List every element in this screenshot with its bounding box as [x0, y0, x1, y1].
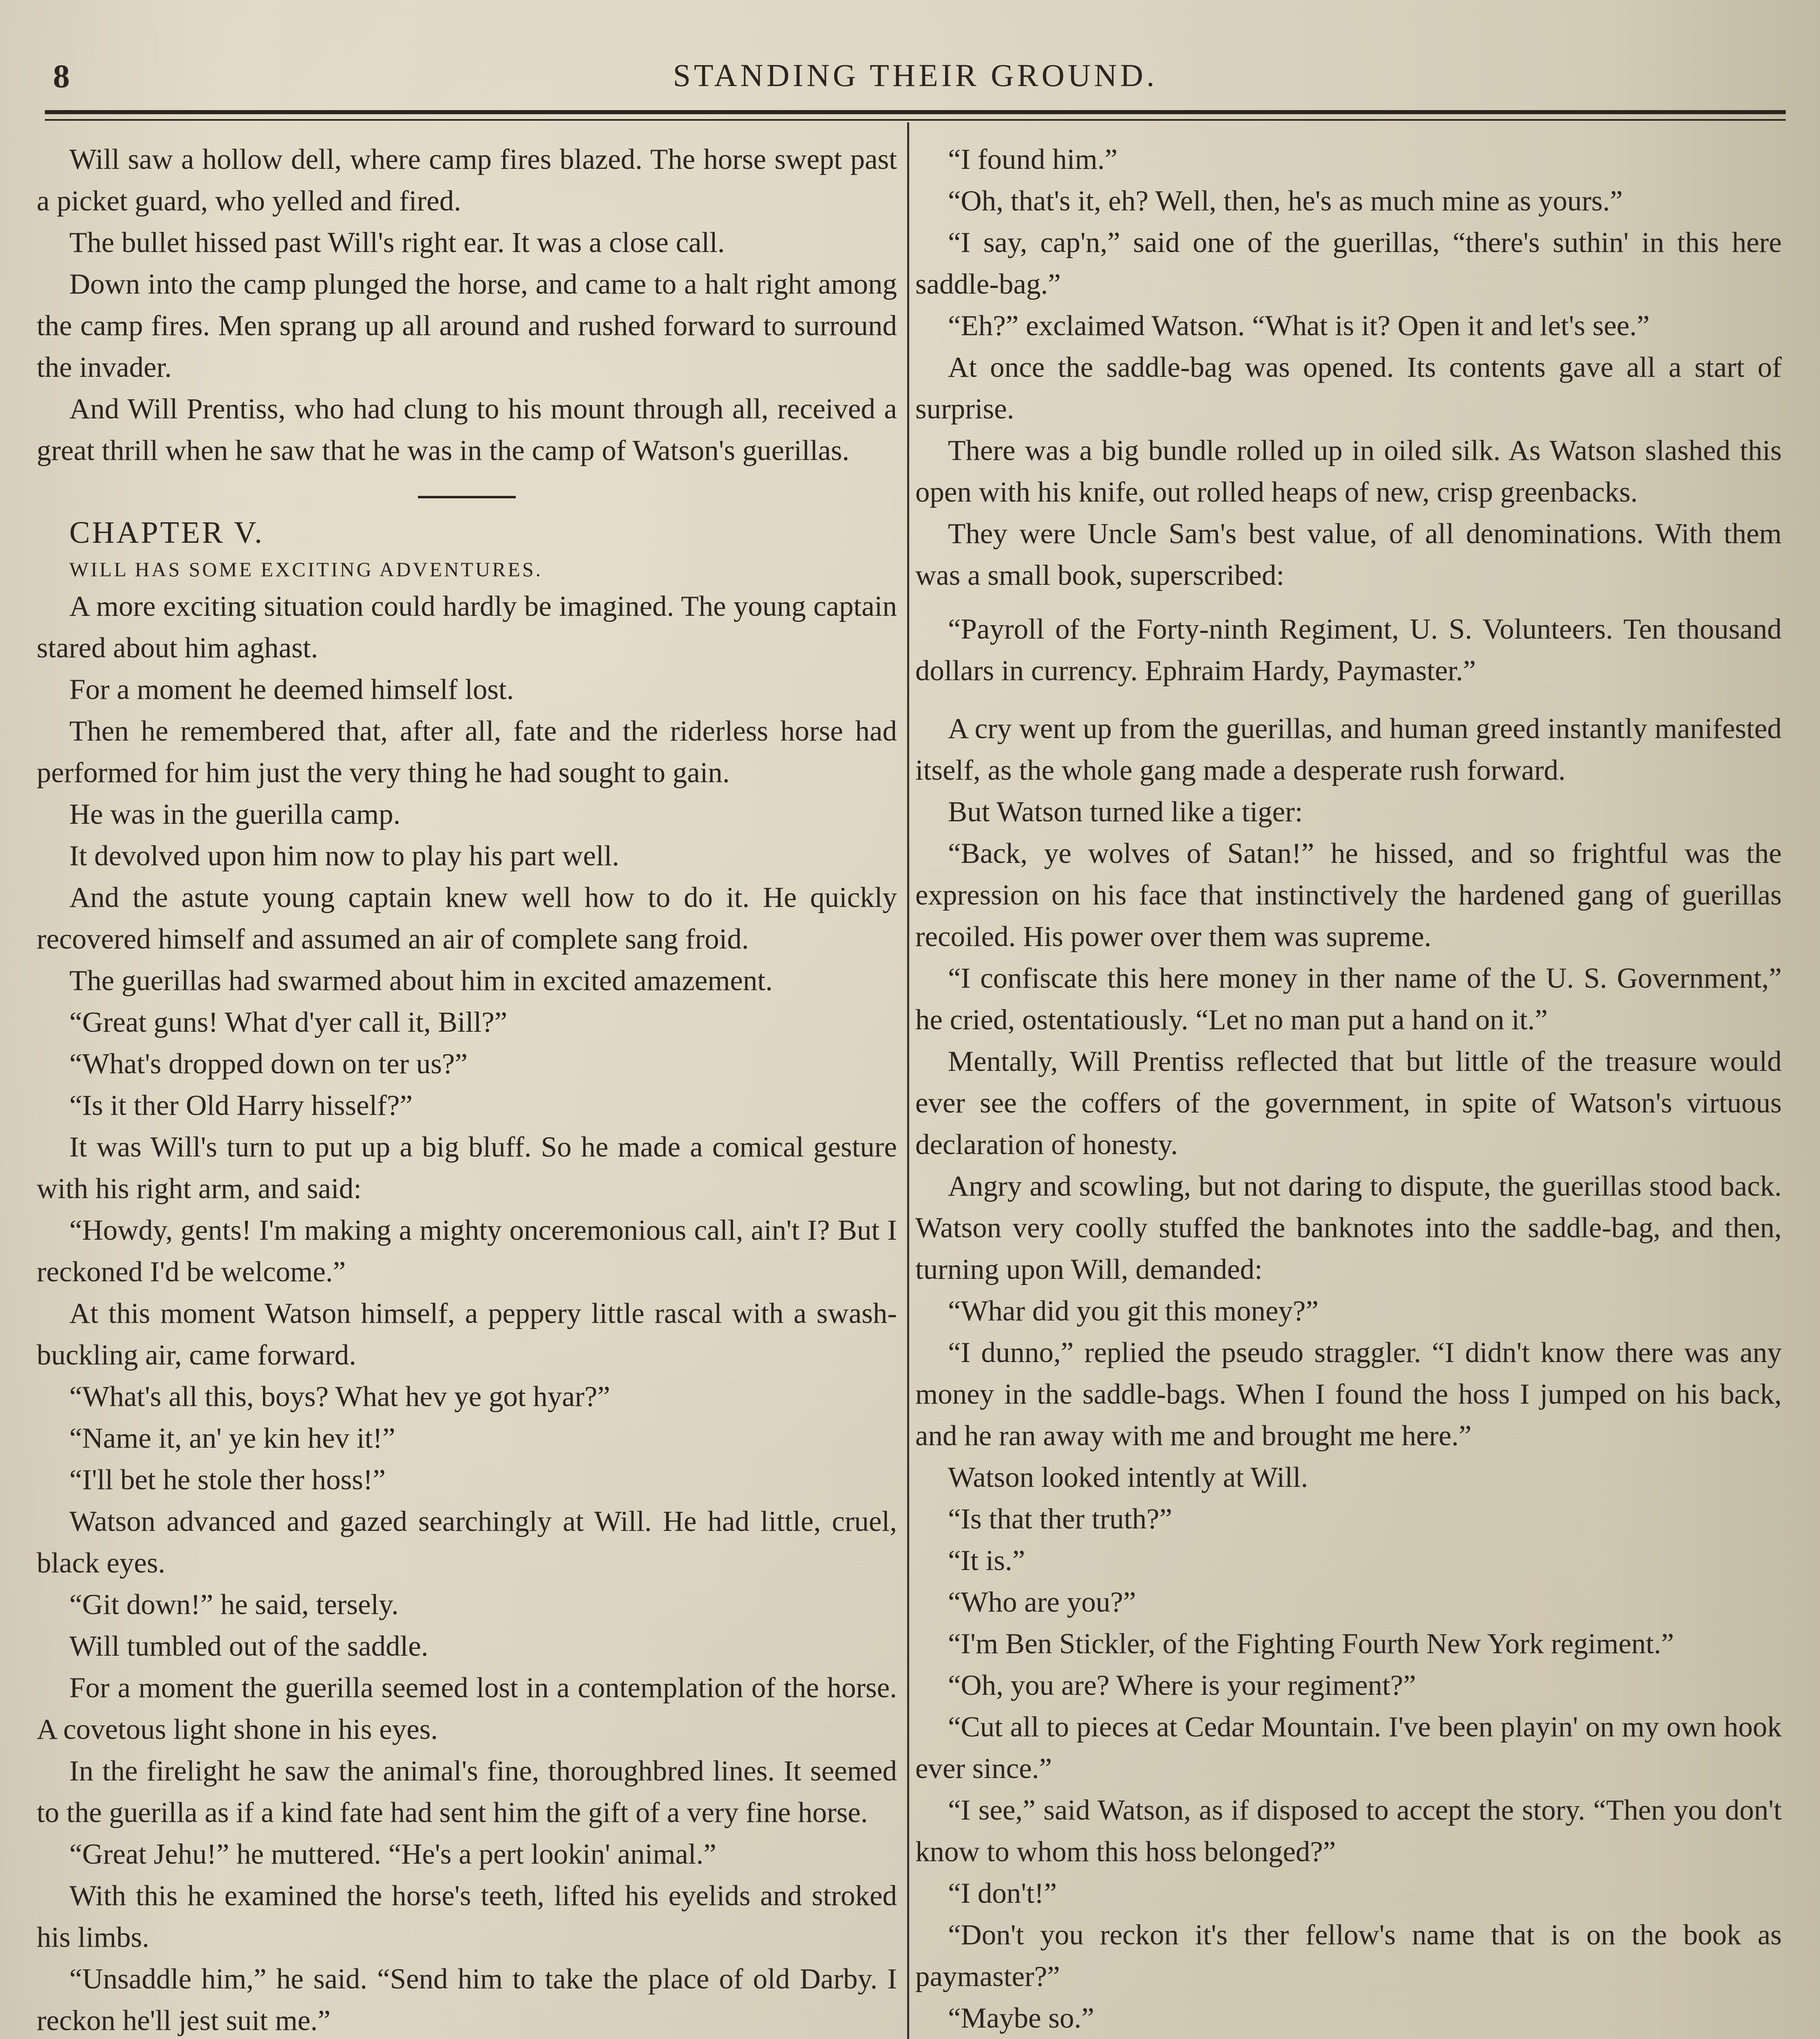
paragraph: With this he examined the horse's teeth, lifted his eyelids and stroked his limbs.: [37, 1880, 897, 1953]
left-column: [37, 139, 897, 2039]
paragraph: “Great guns! What d'yer call it, Bill?”: [69, 1006, 508, 1038]
paragraph: “Whar did you git this money?”: [948, 1295, 1319, 1327]
header-rule-thin: [45, 119, 1786, 121]
paragraph: “What's dropped down on ter us?”: [69, 1048, 468, 1080]
paragraph: The guerillas had swarmed about him in excited amazement.: [69, 965, 773, 997]
paragraph: “Maybe so.”: [948, 2002, 1094, 2034]
running-title: STANDING THEIR GROUND.: [673, 57, 1158, 93]
paragraph: “Cut all to pieces at Cedar Mountain. I've been playin' on my own hook ever since.”: [915, 1711, 1782, 1785]
payroll-inscription: “Payroll of the Forty-ninth Regiment, U. S. Volunteers. Ten thousand dollars in currency. Ephraim Hardy, Paymaster.”: [915, 613, 1782, 687]
paragraph: “Eh?” exclaimed Watson. “What is it? Open it and let's see.”: [948, 310, 1650, 342]
paragraph: A cry went up from the guerillas, and human greed instantly manifested itself, as the whole gang made a desperate rush forward.: [915, 713, 1782, 786]
paragraph: “I confiscate this here money in ther name of the U. S. Government,” he cried, ostentatiously. “Let no man put a hand on it.”: [915, 962, 1782, 1036]
paragraph: Angry and scowling, but not daring to dispute, the guerillas stood back. Watson very coolly stuffed the banknotes into the saddle-bag, and then, turning upon Will, demanded:: [915, 1170, 1782, 1285]
right-column-part-b: [915, 708, 1782, 2039]
paragraph: It was Will's turn to put up a big bluff. So he made a comical gesture with his right arm, and said:: [37, 1131, 897, 1205]
paragraph: “Back, ye wolves of Satan!” he hissed, and so frightful was the expression on his face that instinctively the hardened gang of guerillas recoiled. His power over them was supreme.: [915, 838, 1782, 953]
paragraph: There was a big bundle rolled up in oiled silk. As Watson slashed this open with his knife, out rolled heaps of new, crisp greenbacks.: [915, 435, 1782, 508]
paragraph: “I found him.”: [948, 144, 1118, 175]
paragraph: At once the saddle-bag was opened. Its contents gave all a start of surprise.: [915, 352, 1782, 425]
paragraph: The bullet hissed past Will's right ear. It was a close call.: [69, 227, 725, 259]
chapter-subtitle: WILL HAS SOME EXCITING ADVENTURES.: [69, 558, 543, 581]
paragraph: “Unsaddle him,” he said. “Send him to take the place of old Darby. I reckon he'll jest suit me.”: [37, 1963, 897, 2037]
paragraph: “I don't!”: [948, 1878, 1057, 1909]
paragraph: Down into the camp plunged the horse, and came to a halt right among the camp fires. Men sprang up all around and rushed forward to surround the invader.: [37, 268, 897, 383]
paragraph: Will tumbled out of the saddle.: [69, 1630, 428, 1662]
paragraph: Watson advanced and gazed searchingly at Will. He had little, cruel, black eyes.: [37, 1506, 897, 1579]
paragraph: “Howdy, gents! I'm making a mighty onceremonious call, ain't I? But I reckoned I'd be welcome.”: [37, 1214, 897, 1288]
paragraph: “I see,” said Watson, as if disposed to accept the story. “Then you don't know to whom this hoss belonged?”: [915, 1794, 1782, 1868]
left-column-before-chapter: [37, 139, 897, 471]
paragraph: For a moment he deemed himself lost.: [69, 674, 514, 705]
paragraph: Then he remembered that, after all, fate and the riderless horse had performed for him just the very thing he had sought to gain.: [37, 715, 897, 789]
left-column-after-chapter: [37, 586, 897, 2039]
paragraph: For a moment the guerilla seemed lost in a contemplation of the horse. A covetous light shone in his eyes.: [37, 1672, 897, 1745]
paragraph: “Is that ther truth?”: [948, 1503, 1173, 1535]
paragraph: Mentally, Will Prentiss reflected that but little of the treasure would ever see the coffers of the government, in spite of Watson's virtuous declaration of honesty.: [915, 1046, 1782, 1161]
paragraph: In the firelight he saw the animal's fine, thoroughbred lines. It seemed to the guerilla as if a kind fate had sent him the gift of a very fine horse.: [37, 1755, 897, 1829]
paragraph: “Oh, you are? Where is your regiment?”: [948, 1670, 1416, 1701]
page-number: 8: [53, 57, 71, 95]
paragraph: They were Uncle Sam's best value, of all denominations. With them was a small book, superscribed:: [915, 518, 1782, 591]
paragraph: But Watson turned like a tiger:: [948, 796, 1303, 828]
paragraph: “What's all this, boys? What hev ye got hyar?”: [69, 1381, 610, 1413]
paragraph: “Great Jehu!” he muttered. “He's a pert lookin' animal.”: [69, 1838, 716, 1870]
paragraph: And Will Prentiss, who had clung to his mount through all, received a great thrill when he saw that he was in the camp of Watson's guerillas.: [37, 393, 897, 467]
column-divider: [907, 122, 909, 2039]
right-column: [915, 139, 1782, 2039]
paragraph: “I'm Ben Stickler, of the Fighting Fourth New York regiment.”: [948, 1628, 1674, 1660]
page-header: [41, 41, 1790, 106]
paragraph: It devolved upon him now to play his part well.: [69, 840, 619, 872]
header-rule-thick: [45, 110, 1786, 114]
paragraph: “I say, cap'n,” said one of the guerillas, “there's suthin' in this here saddle-bag.”: [915, 227, 1782, 300]
paragraph: “Is it ther Old Harry hisself?”: [69, 1090, 413, 1121]
paragraph: He was in the guerilla camp.: [69, 798, 401, 830]
chapter-divider: [418, 496, 516, 498]
chapter-heading: CHAPTER V.: [69, 515, 264, 550]
paragraph: “I dunno,” replied the pseudo straggler. “I didn't know there was any money in the saddle-bags. When I found the hoss I jumped on his back, and he ran away with me and brought me here.”: [915, 1337, 1782, 1452]
paragraph: Will saw a hollow dell, where camp fires blazed. The horse swept past a picket guard, who yelled and fired.: [37, 144, 897, 217]
paragraph: “Oh, that's it, eh? Well, then, he's as much mine as yours.”: [948, 185, 1623, 217]
paragraph: And the astute young captain knew well how to do it. He quickly recovered himself and assumed an air of complete sang froid.: [37, 882, 897, 955]
paragraph: “Don't you reckon it's ther fellow's name that is on the book as paymaster?”: [915, 1919, 1782, 1993]
right-column-part-a: [915, 139, 1782, 596]
paragraph: “It is.”: [948, 1545, 1025, 1577]
paragraph: “Who are you?”: [948, 1586, 1136, 1618]
paragraph: A more exciting situation could hardly be imagined. The young captain stared about him aghast.: [37, 590, 897, 664]
paragraph: At this moment Watson himself, a peppery little rascal with a swash-buckling air, came forward.: [37, 1298, 897, 1371]
paragraph: Watson looked intently at Will.: [948, 1462, 1308, 1493]
paragraph: “I'll bet he stole ther hoss!”: [69, 1464, 386, 1496]
paragraph: “Name it, an' ye kin hev it!”: [69, 1422, 395, 1454]
paragraph: “Git down!” he said, tersely.: [69, 1589, 399, 1621]
